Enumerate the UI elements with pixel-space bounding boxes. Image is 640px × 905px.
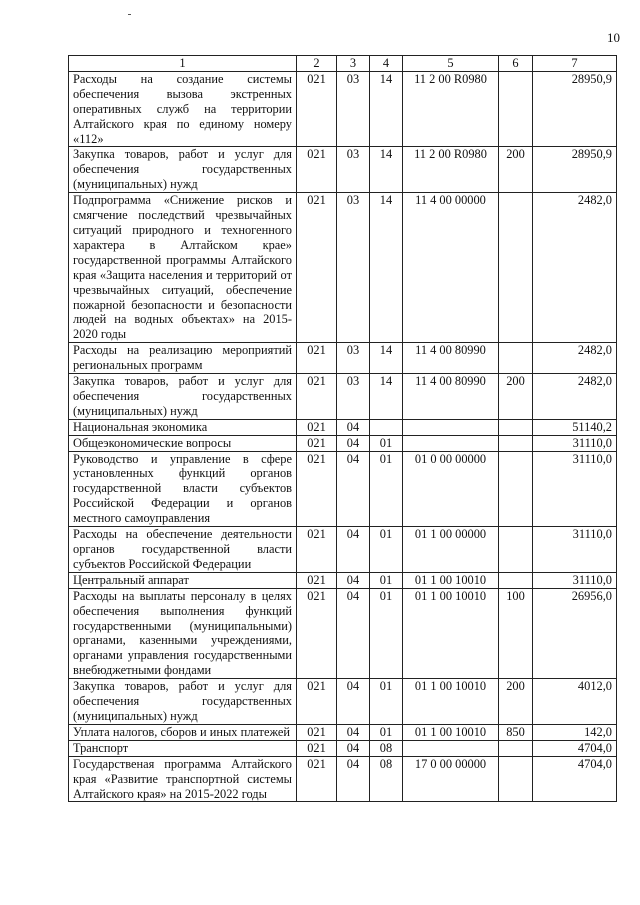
code-section-cell: 03 (337, 193, 370, 343)
item-name-cell: Расходы на создание системы обеспечения вызова экстренных оперативных служб на территории Алтайского края по единому номеру «112» (69, 71, 297, 147)
amount-cell: 31110,0 (533, 451, 617, 527)
code-ministry-cell: 021 (297, 193, 337, 343)
amount-cell: 31110,0 (533, 527, 617, 573)
code-subsection-cell: 01 (370, 451, 403, 527)
amount-cell: 28950,9 (533, 71, 617, 147)
code-target-article-cell: 01 1 00 10010 (403, 724, 499, 740)
code-subsection-cell: 01 (370, 679, 403, 725)
amount-cell: 4704,0 (533, 740, 617, 756)
code-expense-type-cell: 200 (499, 147, 533, 193)
code-ministry-cell: 021 (297, 572, 337, 588)
code-ministry-cell: 021 (297, 147, 337, 193)
table-row (69, 756, 617, 802)
item-name-cell: Расходы на реализацию мероприятий региональных программ (69, 343, 297, 374)
code-target-article-cell: 17 0 00 00000 (403, 756, 499, 802)
code-target-article-cell: 11 4 00 80990 (403, 374, 499, 420)
code-ministry-cell: 021 (297, 679, 337, 725)
code-ministry-cell: 021 (297, 71, 337, 147)
code-ministry-cell: 021 (297, 374, 337, 420)
code-expense-type-cell (499, 572, 533, 588)
code-ministry-cell: 021 (297, 724, 337, 740)
code-target-article-cell: 01 1 00 10010 (403, 572, 499, 588)
code-section-cell: 03 (337, 343, 370, 374)
table-row (69, 71, 617, 147)
code-section-cell: 04 (337, 679, 370, 725)
table-row (69, 740, 617, 756)
scan-mark (128, 14, 131, 15)
code-ministry-cell: 021 (297, 740, 337, 756)
code-target-article-cell: 11 2 00 R0980 (403, 147, 499, 193)
code-section-cell: 04 (337, 756, 370, 802)
amount-cell: 28950,9 (533, 147, 617, 193)
header-cell: 1 (69, 56, 297, 72)
amount-cell: 51140,2 (533, 419, 617, 435)
code-subsection-cell: 01 (370, 527, 403, 573)
code-target-article-cell (403, 740, 499, 756)
code-target-article-cell (403, 435, 499, 451)
code-expense-type-cell (499, 527, 533, 573)
item-name-cell: Транспорт (69, 740, 297, 756)
code-target-article-cell: 01 0 00 00000 (403, 451, 499, 527)
header-cell: 7 (533, 56, 617, 72)
table-row (69, 724, 617, 740)
item-name-cell: Подпрограмма «Снижение рисков и смягчение последствий чрезвычайных ситуаций природного и техногенного характера в Алтайском крае» государственной программы Алтайского края «Защита населения и территорий от чрезвычайных ситуаций, обеспечение пожарной безопасности и безопасности людей на водных объектах» на 2015-2020 годы (69, 193, 297, 343)
code-target-article-cell (403, 419, 499, 435)
code-ministry-cell: 021 (297, 343, 337, 374)
code-ministry-cell: 021 (297, 756, 337, 802)
code-section-cell: 04 (337, 740, 370, 756)
table-row (69, 343, 617, 374)
code-section-cell: 04 (337, 419, 370, 435)
table-body (69, 56, 617, 802)
code-expense-type-cell (499, 419, 533, 435)
item-name-cell: Уплата налогов, сборов и иных платежей (69, 724, 297, 740)
code-subsection-cell: 14 (370, 343, 403, 374)
code-target-article-cell: 11 2 00 R0980 (403, 71, 499, 147)
code-expense-type-cell (499, 435, 533, 451)
page-number: 10 (607, 30, 620, 45)
code-section-cell: 03 (337, 71, 370, 147)
code-subsection-cell: 01 (370, 572, 403, 588)
table-row (69, 588, 617, 678)
code-section-cell: 03 (337, 374, 370, 420)
header-cell: 5 (403, 56, 499, 72)
code-section-cell: 04 (337, 724, 370, 740)
table-row (69, 419, 617, 435)
code-target-article-cell: 11 4 00 80990 (403, 343, 499, 374)
code-ministry-cell: 021 (297, 451, 337, 527)
code-ministry-cell: 021 (297, 588, 337, 678)
amount-cell: 31110,0 (533, 435, 617, 451)
amount-cell: 31110,0 (533, 572, 617, 588)
code-ministry-cell: 021 (297, 419, 337, 435)
code-subsection-cell (370, 419, 403, 435)
code-section-cell: 04 (337, 435, 370, 451)
code-expense-type-cell: 200 (499, 679, 533, 725)
table-row (69, 679, 617, 725)
amount-cell: 4012,0 (533, 679, 617, 725)
amount-cell: 142,0 (533, 724, 617, 740)
code-subsection-cell: 01 (370, 588, 403, 678)
item-name-cell: Общеэкономические вопросы (69, 435, 297, 451)
code-expense-type-cell (499, 71, 533, 147)
code-expense-type-cell (499, 451, 533, 527)
table-row (69, 193, 617, 343)
code-ministry-cell: 021 (297, 435, 337, 451)
table-row (69, 374, 617, 420)
code-ministry-cell: 021 (297, 527, 337, 573)
item-name-cell: Расходы на обеспечение деятельности органов государственной власти субъектов Российской Федерации (69, 527, 297, 573)
header-cell: 6 (499, 56, 533, 72)
code-subsection-cell: 14 (370, 193, 403, 343)
table-row (69, 451, 617, 527)
table-row (69, 527, 617, 573)
code-section-cell: 04 (337, 451, 370, 527)
code-subsection-cell: 14 (370, 71, 403, 147)
code-section-cell: 04 (337, 588, 370, 678)
amount-cell: 26956,0 (533, 588, 617, 678)
header-cell: 2 (297, 56, 337, 72)
item-name-cell: Закупка товаров, работ и услуг для обеспечения государственных (муниципальных) нужд (69, 679, 297, 725)
code-expense-type-cell: 200 (499, 374, 533, 420)
amount-cell: 4704,0 (533, 756, 617, 802)
item-name-cell: Центральный аппарат (69, 572, 297, 588)
code-section-cell: 03 (337, 147, 370, 193)
code-subsection-cell: 01 (370, 724, 403, 740)
code-subsection-cell: 08 (370, 756, 403, 802)
item-name-cell: Закупка товаров, работ и услуг для обеспечения государственных (муниципальных) нужд (69, 374, 297, 420)
amount-cell: 2482,0 (533, 374, 617, 420)
code-expense-type-cell: 100 (499, 588, 533, 678)
table-row (69, 572, 617, 588)
header-cell: 4 (370, 56, 403, 72)
item-name-cell: Руководство и управление в сфере установленных функций органов государственной власти субъектов Российской Федерации и органов местного самоуправления (69, 451, 297, 527)
table-row (69, 435, 617, 451)
amount-cell: 2482,0 (533, 343, 617, 374)
code-expense-type-cell (499, 756, 533, 802)
item-name-cell: Закупка товаров, работ и услуг для обеспечения государственных (муниципальных) нужд (69, 147, 297, 193)
code-expense-type-cell (499, 740, 533, 756)
code-subsection-cell: 14 (370, 147, 403, 193)
code-target-article-cell: 11 4 00 00000 (403, 193, 499, 343)
budget-table (68, 55, 617, 802)
code-expense-type-cell: 850 (499, 724, 533, 740)
code-subsection-cell: 01 (370, 435, 403, 451)
code-section-cell: 04 (337, 572, 370, 588)
header-cell: 3 (337, 56, 370, 72)
item-name-cell: Национальная экономика (69, 419, 297, 435)
code-expense-type-cell (499, 193, 533, 343)
item-name-cell: Государственая программа Алтайского края «Развитие транспортной системы Алтайского края» на 2015-2022 годы (69, 756, 297, 802)
code-expense-type-cell (499, 343, 533, 374)
code-target-article-cell: 01 1 00 00000 (403, 527, 499, 573)
code-target-article-cell: 01 1 00 10010 (403, 588, 499, 678)
item-name-cell: Расходы на выплаты персоналу в целях обеспечения выполнения функций государственными (муниципальными) органами, казенными учреждениями, органами управления государственными внебюджетными фондами (69, 588, 297, 678)
code-subsection-cell: 14 (370, 374, 403, 420)
amount-cell: 2482,0 (533, 193, 617, 343)
header-row (69, 56, 617, 72)
code-target-article-cell: 01 1 00 10010 (403, 679, 499, 725)
table-row (69, 147, 617, 193)
code-section-cell: 04 (337, 527, 370, 573)
code-subsection-cell: 08 (370, 740, 403, 756)
